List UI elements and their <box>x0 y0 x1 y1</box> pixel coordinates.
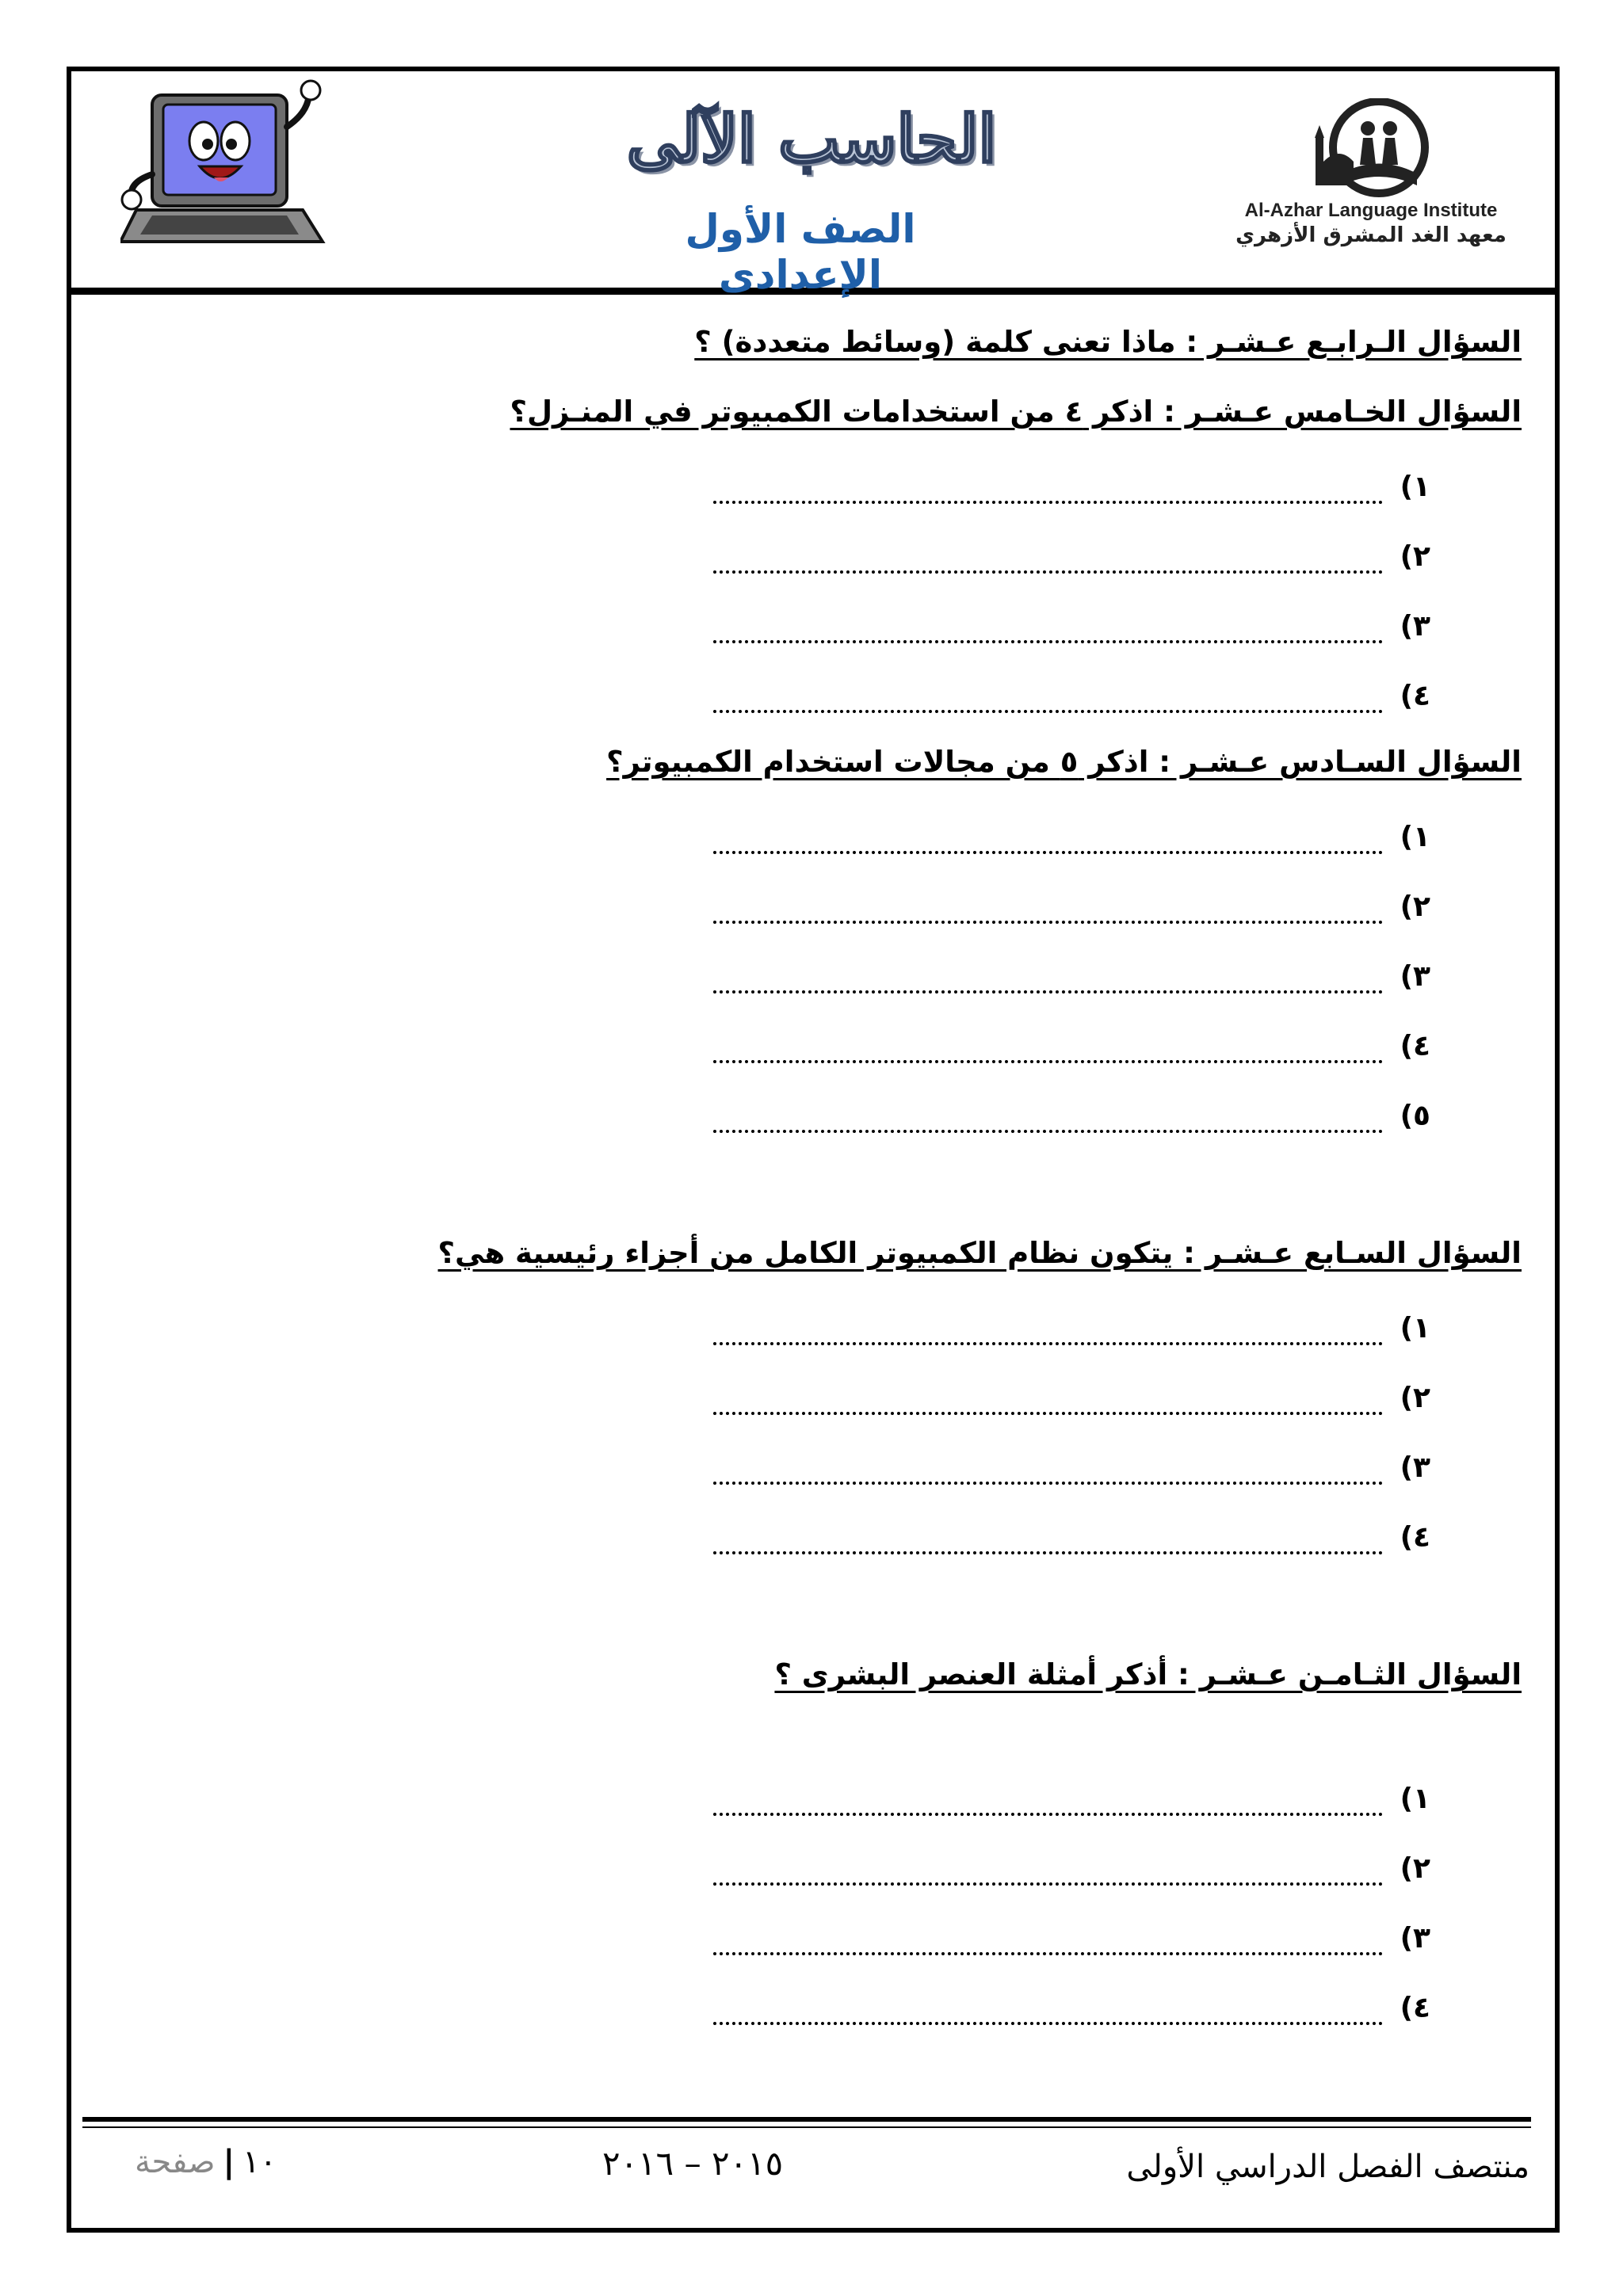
footer-rule-thin <box>82 2126 1531 2128</box>
answer-dots <box>713 570 1383 574</box>
question-15-title: السؤال الخـامس عـشـر : اذكر ٤ من استخدامات الكمبيوتر في المنـزل؟ <box>510 395 1522 429</box>
answer-line[interactable] <box>713 1852 1430 1892</box>
answer-dots <box>713 990 1383 994</box>
answer-line[interactable] <box>713 1783 1430 1822</box>
answer-dots <box>713 1060 1383 1063</box>
answer-dots <box>713 921 1383 924</box>
answer-number: ٤) <box>1400 680 1430 712</box>
question-14-title: السؤال الـرابـع عـشـر : ماذا تعنى كلمة (وسائط متعددة) ؟ <box>694 325 1522 359</box>
answer-dots <box>713 1130 1383 1133</box>
grade-title: الصف الأول الإعدادى <box>685 206 916 298</box>
answer-number: ٢) <box>1400 1382 1430 1414</box>
answer-line[interactable] <box>713 680 1430 719</box>
logo-emblem-icon <box>1220 98 1522 201</box>
answer-line[interactable] <box>713 1312 1430 1352</box>
page-separator: | <box>223 2144 235 2180</box>
answer-dots <box>713 1342 1383 1345</box>
answer-line[interactable] <box>713 471 1430 510</box>
question-18-title: السؤال الثـامـن عـشـر : أذكر أمثلة العنصر البشرى ؟ <box>774 1657 1522 1691</box>
answer-line[interactable] <box>713 1451 1430 1491</box>
answer-line[interactable] <box>713 960 1430 1000</box>
answer-number: ٤) <box>1400 1030 1430 1062</box>
answer-number: ٣) <box>1400 610 1430 643</box>
footer-rule <box>82 2117 1531 2122</box>
question-17-title: السؤال السـابع عـشـر : يتكون نظام الكمبيوتر الكامل من أجزاء رئيسية هي؟ <box>437 1236 1522 1270</box>
question-16-title: السؤال السـادس عـشـر : اذكر ٥ من مجالات استخدام الكمبيوتر؟ <box>606 745 1522 779</box>
page-number: ١٠ <box>242 2144 277 2180</box>
answer-number: ٥) <box>1400 1100 1430 1132</box>
answer-line[interactable] <box>713 540 1430 580</box>
answer-dots <box>713 640 1383 643</box>
answer-number: ١) <box>1400 1783 1430 1815</box>
answer-line[interactable] <box>713 1922 1430 1962</box>
answer-number: ٢) <box>1400 1852 1430 1885</box>
answer-number: ٣) <box>1400 960 1430 993</box>
answer-dots <box>713 1813 1383 1816</box>
answer-dots <box>713 2022 1383 2025</box>
logo-english-text: Al-Azhar Language Institute <box>1244 200 1498 221</box>
answer-line[interactable] <box>713 891 1430 930</box>
page-frame <box>67 67 1560 2233</box>
institute-logo <box>1220 98 1522 254</box>
answer-number: ٣) <box>1400 1451 1430 1484</box>
answer-line[interactable] <box>713 821 1430 860</box>
answer-number: ٢) <box>1400 540 1430 573</box>
answer-number: ٣) <box>1400 1922 1430 1955</box>
footer-term: منتصف الفصل الدراسي الأولى <box>1126 2149 1529 2185</box>
answer-number: ١) <box>1400 821 1430 853</box>
laptop-mascot-icon <box>120 79 334 261</box>
answer-line[interactable] <box>713 1521 1430 1561</box>
answer-line[interactable] <box>713 1100 1430 1139</box>
answer-dots <box>713 1551 1383 1554</box>
answer-dots <box>713 1412 1383 1415</box>
footer-page-number <box>135 2144 277 2180</box>
answer-dots <box>713 501 1383 504</box>
answer-line[interactable] <box>713 1382 1430 1421</box>
subject-title: الحاسب الآلى <box>626 101 997 177</box>
answer-dots <box>713 1482 1383 1485</box>
page-word: صفحة <box>135 2144 216 2180</box>
answer-dots <box>713 851 1383 854</box>
logo-arabic-text: معهد الغد المشرق الأزهري <box>1235 223 1507 247</box>
answer-line[interactable] <box>713 1030 1430 1070</box>
footer-year: ٢٠١٥ – ٢٠١٦ <box>602 2144 784 2183</box>
answer-number: ٢) <box>1400 891 1430 923</box>
answer-dots <box>713 710 1383 713</box>
answer-number: ٤) <box>1400 1521 1430 1554</box>
answer-dots <box>713 1952 1383 1955</box>
answer-number: ٤) <box>1400 1992 1430 2024</box>
answer-number: ١) <box>1400 471 1430 503</box>
answer-number: ١) <box>1400 1312 1430 1344</box>
answer-line[interactable] <box>713 1992 1430 2031</box>
answer-dots <box>713 1882 1383 1886</box>
answer-line[interactable] <box>713 610 1430 650</box>
